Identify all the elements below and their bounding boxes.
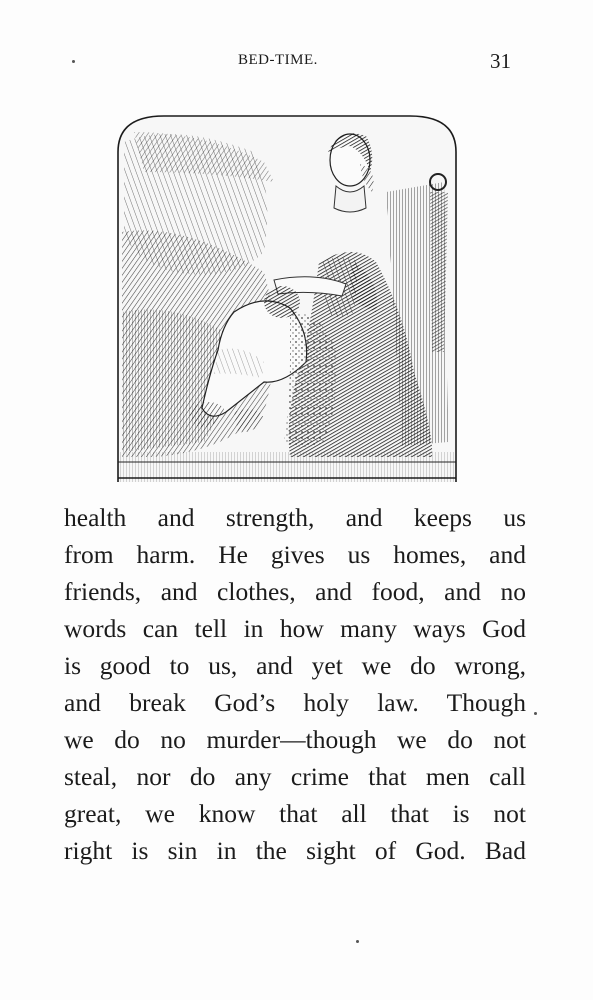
- running-title: BED-TIME.: [238, 52, 318, 68]
- text-line-9: great, we know that all that is not: [64, 799, 526, 828]
- engraving-illustration: [114, 112, 460, 484]
- paper-speck: [72, 60, 75, 63]
- paper-speck: [356, 940, 359, 943]
- text-line-6: and break God’s holy law. Though: [64, 688, 526, 717]
- text-line-8: steal, nor do any crime that men call: [64, 762, 526, 791]
- engraving-svg: [114, 112, 460, 484]
- text-line-1: health and strength, and keeps us: [64, 503, 526, 532]
- running-head: [0, 49, 593, 76]
- text-line-3: friends, and clothes, and food, and no: [64, 577, 526, 606]
- paper-speck: [534, 712, 537, 715]
- text-line-7: we do no murder—though we do not: [64, 725, 526, 754]
- page-number: 31: [490, 49, 511, 73]
- text-line-5: is good to us, and yet we do wrong,: [64, 651, 526, 680]
- body-text: [64, 499, 526, 869]
- text-line-10: right is sin in the sight of God. Bad: [64, 836, 526, 865]
- text-line-4: words can tell in how many ways God: [64, 614, 526, 643]
- text-line-2: from harm. He gives us homes, and: [64, 540, 526, 569]
